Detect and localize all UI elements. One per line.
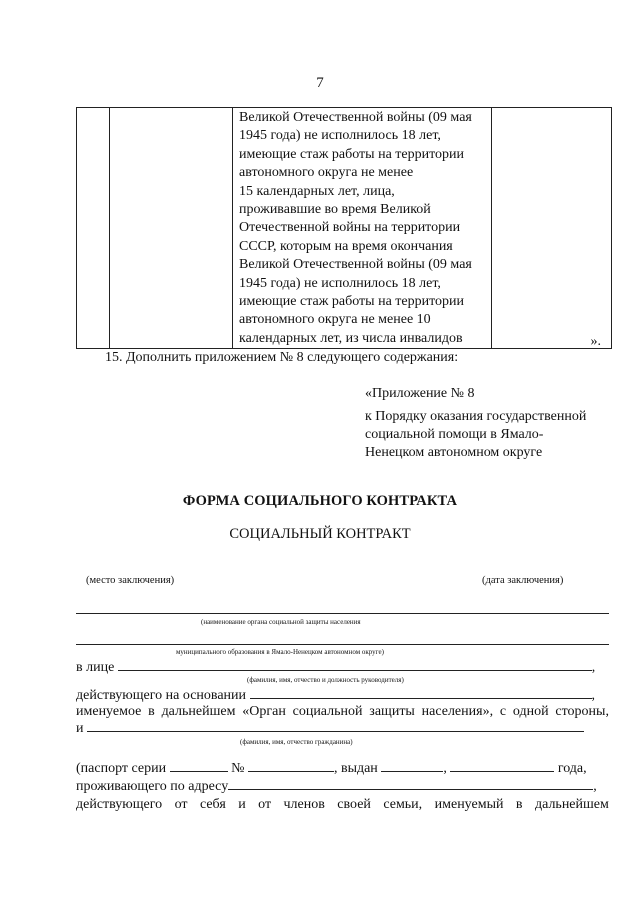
acting-self-line bbox=[76, 797, 609, 813]
place-label: (место заключения) bbox=[86, 575, 175, 586]
table-cell-number bbox=[77, 108, 110, 349]
table-cell-category bbox=[110, 108, 233, 349]
word: от bbox=[258, 797, 272, 812]
basis-field bbox=[250, 687, 592, 699]
word: именуемое bbox=[76, 704, 142, 719]
item-15-text: 15. Дополнить приложением № 8 следующего содержания: bbox=[105, 350, 459, 365]
and-line bbox=[76, 720, 584, 737]
table-text-line: календарных лет, из числа инвалидов bbox=[239, 330, 463, 346]
table-text-line: 15 календарных лет, лица, bbox=[239, 183, 395, 199]
closing-quote: ». bbox=[590, 334, 601, 349]
comma: , bbox=[591, 688, 596, 703]
passport-series-field bbox=[170, 760, 228, 772]
comma: , bbox=[591, 660, 596, 675]
head-name-field bbox=[118, 659, 592, 671]
page-number: 7 bbox=[316, 75, 324, 91]
table-text-line: имеющие стаж работы на территории bbox=[239, 146, 465, 162]
residing-line bbox=[76, 778, 597, 795]
v-litse-line bbox=[76, 659, 595, 676]
table-text-line: автономного округа не менее 10 bbox=[239, 312, 431, 328]
passport-open-text: (паспорт серии bbox=[76, 761, 167, 776]
word: дальнейшем bbox=[161, 704, 236, 719]
residing-text: проживающего по адресу bbox=[76, 779, 229, 794]
passport-issued-text: , выдан bbox=[333, 761, 378, 776]
word: себя bbox=[199, 797, 226, 812]
passport-year-text: года, bbox=[557, 761, 587, 776]
passport-no-text: № bbox=[231, 761, 245, 776]
comma: , bbox=[593, 779, 597, 794]
word: с bbox=[499, 704, 507, 719]
word: семьи, bbox=[383, 797, 423, 812]
citizen-name-caption: (фамилия, имя, отчество гражданина) bbox=[240, 738, 353, 746]
word: и bbox=[238, 797, 246, 812]
appendix-header bbox=[365, 385, 615, 462]
table-text-line: имеющие стаж работы на территории bbox=[239, 294, 465, 310]
table-text-line: Великой Отечественной войны (09 мая bbox=[239, 110, 472, 125]
appendix-line: Ненецком автономном округе bbox=[365, 445, 543, 460]
table-text-line: автономного округа не менее bbox=[239, 165, 414, 181]
word: одной bbox=[512, 704, 549, 719]
v-litse-text: в лице bbox=[76, 660, 115, 675]
word: социальной bbox=[292, 704, 363, 719]
table-row bbox=[77, 108, 612, 349]
word: в bbox=[515, 797, 523, 812]
form-title: ФОРМА СОЦИАЛЬНОГО КОНТРАКТА bbox=[182, 493, 458, 509]
municipality-caption: муниципального образования в Ямало-Ненецком автономном округе) bbox=[176, 648, 384, 656]
acting-basis-text: действующего на основании bbox=[76, 688, 247, 703]
word: «Орган bbox=[242, 704, 286, 719]
word: от bbox=[174, 797, 188, 812]
appendix-line: социальной помощи в Ямало- bbox=[365, 427, 544, 442]
acting-basis-line bbox=[76, 687, 595, 704]
issued-by-field bbox=[381, 760, 443, 772]
organ-name-caption: (наименование органа социальной защиты населения bbox=[201, 618, 361, 626]
date-label: (дата заключения) bbox=[482, 575, 564, 586]
table-text-line: СССР, которым на время окончания bbox=[239, 238, 453, 254]
word: стороны, bbox=[555, 704, 609, 719]
word: членов bbox=[283, 797, 325, 812]
word: именуемый bbox=[434, 797, 504, 812]
appendix-line: к Порядку оказания государственной bbox=[365, 409, 587, 424]
benefit-table bbox=[76, 107, 612, 349]
head-name-caption: (фамилия, имя, отчество и должность руководителя) bbox=[247, 676, 404, 684]
word: защиты bbox=[369, 704, 415, 719]
word: действующего bbox=[76, 797, 163, 812]
table-cell-note bbox=[492, 108, 612, 349]
organ-name-line bbox=[76, 613, 609, 614]
table-text-line: 1945 года) не исполнилось 18 лет, bbox=[239, 275, 441, 291]
table-text-line: Великой Отечественной войны (09 мая bbox=[239, 257, 472, 273]
table-text-line: проживавшие во время Великой bbox=[239, 202, 431, 218]
word: в bbox=[148, 704, 155, 719]
passport-line bbox=[76, 760, 587, 777]
word: населения», bbox=[421, 704, 494, 719]
issue-date-field bbox=[450, 760, 554, 772]
table-text-line: 1945 года) не исполнилось 18 лет, bbox=[239, 128, 441, 144]
citizen-name-field bbox=[87, 720, 584, 732]
and-text: и bbox=[76, 721, 84, 736]
table-cell-description bbox=[233, 108, 492, 349]
hereinafter-line bbox=[76, 704, 609, 720]
word: своей bbox=[337, 797, 371, 812]
passport-number-field bbox=[248, 760, 334, 772]
municipality-line bbox=[76, 644, 609, 645]
address-field bbox=[228, 778, 593, 790]
appendix-title: «Приложение № 8 bbox=[365, 386, 475, 401]
word: дальнейшем bbox=[534, 797, 609, 812]
appendix-subtitle bbox=[365, 408, 615, 462]
comma: , bbox=[443, 761, 447, 776]
contract-title: СОЦИАЛЬНЫЙ КОНТРАКТ bbox=[229, 526, 411, 542]
table-text-line: Отечественной войны на территории bbox=[239, 220, 461, 236]
